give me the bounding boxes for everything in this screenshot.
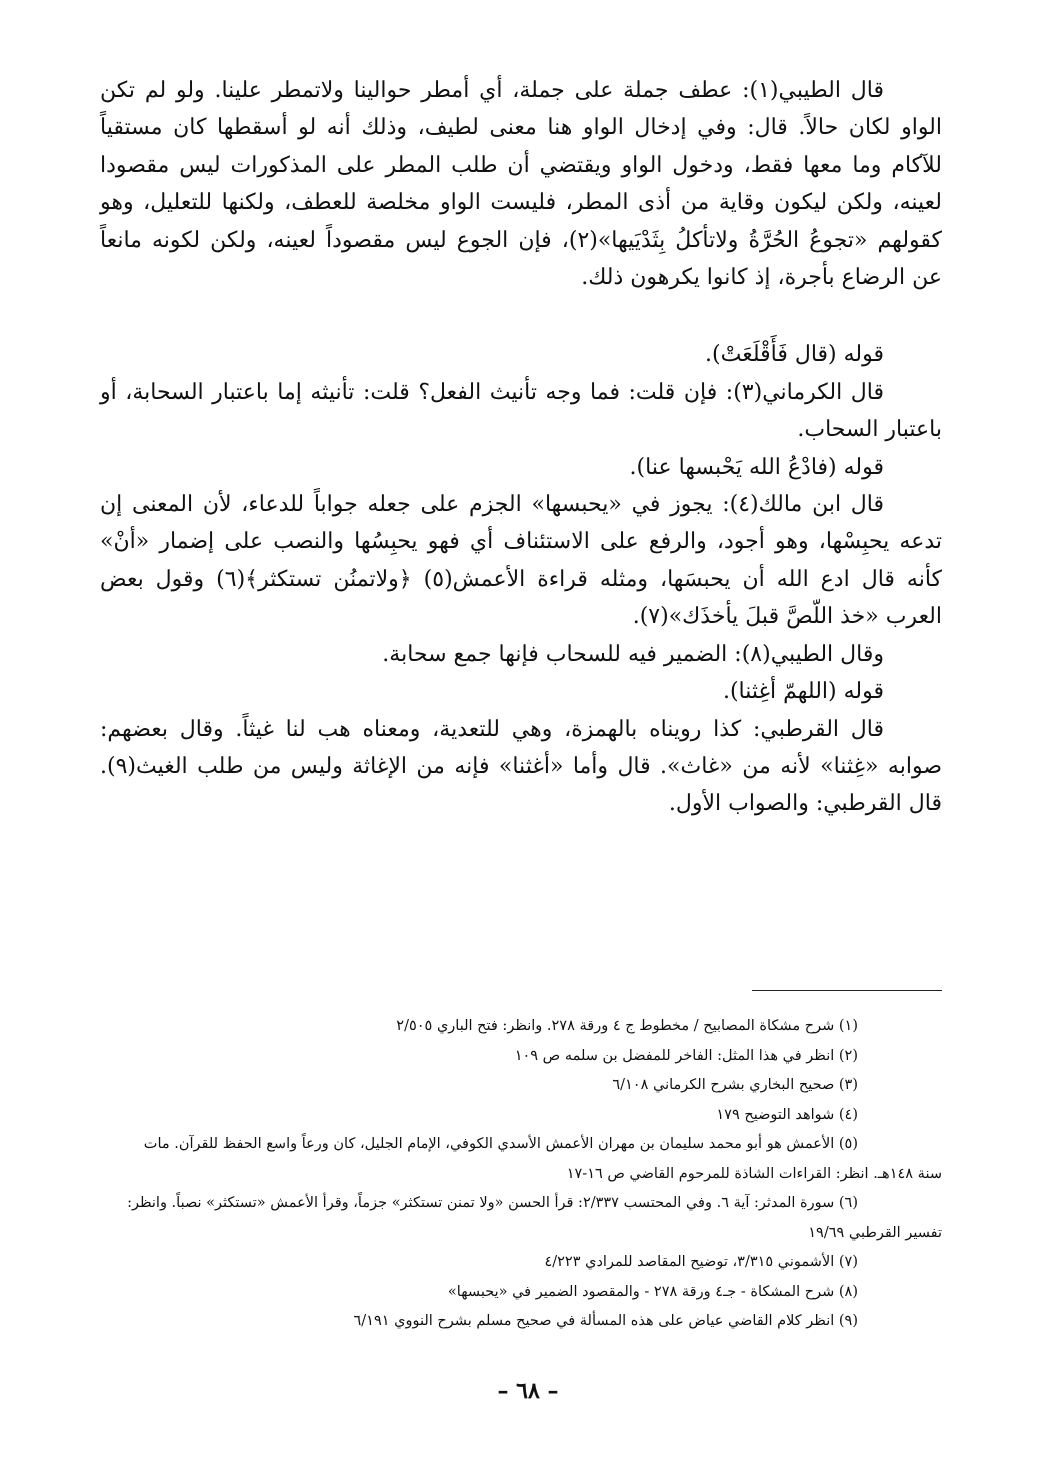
- footnote-5: (٥) الأعمش هو أبو محمد سليمان بن مهران الأعمش الأسدي الكوفي، الإمام الجليل، كان ورعاً واسع الحفظ للقرآن. مات: [143, 1136, 858, 1152]
- paragraph-ibn-malik: قال ابن مالك(٤): يجوز في «يحبسها» الجزم على جعله جواباً للدعاء، لأن المعنى إن تدعه يحبِسْها، وهو أجود، والرفع على الاستئناف أي فهو يحبِسُها والنصب على إضمار «أنْ» كأنه قال ادع الله أن يحبسَها، ومثله قراءة الأعمش(٥) ﴿ولاتمنُن تستكثر﴾(٦) وقول بعض العرب «خذ اللّصَّ قبلَ يأخذَك»(٧).: [100, 492, 943, 630]
- footnote-4: (٤) شواهد التوضيح ١٧٩: [716, 1106, 858, 1123]
- paragraph-gap: [100, 296, 942, 336]
- footnote-5-continued: سنة ١٤٨هـ. انظر: القراءات الشاذة للمرحوم القاضي ص ١٦-١٧: [566, 1165, 942, 1182]
- footnote-separator: [752, 990, 942, 991]
- main-text: [100, 72, 942, 823]
- paragraph-kirmani: قال الكرماني(٣): فإن قلت: فما وجه تأنيث الفعل؟ قلت: تأنيثه إما باعتبار السحابة، أو باعتبار السحاب.: [100, 379, 942, 443]
- footnote-2: (٢) انظر في هذا المثل: الفاخر للمفضل بن سلمه ص ١٠٩: [514, 1047, 858, 1064]
- footnote-6-continued: تفسير القرطبي ١٩/٦٩: [808, 1224, 942, 1241]
- paragraph-qurtubi: قال القرطبي: كذا رويناه بالهمزة، وهي للتعدية، ومعناه هب لنا غيثاً. وقال بعضهم: صوابه «غِثنا» لأنه من «غاث». قال وأما «أغثنا» فإنه من الإغاثة وليس من طلب الغيث(٩). قال القرطبي: والصواب الأول.: [100, 716, 942, 817]
- paragraph-tibi-2: وقال الطيبي(٨): الضمير فيه للسحاب فإنها جمع سحابة.: [382, 641, 884, 667]
- paragraph-qawluhu-aqlaat: قوله (قال فَأَقْلَعَتْ).: [705, 342, 884, 368]
- footnote-9: (٩) انظر كلام القاضي عياض على هذه المسألة في صحيح مسلم بشرح النووي ٦/١٩١: [353, 1313, 858, 1329]
- paragraph-tibi-1: قال الطيبي(١): عطف جملة على جملة، أي أمطر حوالينا ولاتمطر علينا. ولو لم تكن الواو لكان حالاً. قال: وفي إدخال الواو هنا معنى لطيف، وذلك أنه لو أسقطها كان مستقياً للآكام وما معها فقط، ودخول الواو ويقتضي أن طلب المطر على المذكورات ليس مقصودا لعينه، ولكن ليكون وقاية من أذى المطر، فليست الواو مخلصة للعطف، ولكنها للتعليل، وهو كقولهم «تجوعُ الحُرَّةُ ولاتأكلُ بِثَدْيَيها»(٢)، فإن الجوع ليس مقصوداً لعينه، ولكن لكونه مانعاً عن الرضاع بأجرة، إذ كانوا يكرهون ذلك.: [100, 78, 942, 291]
- paragraph-qawluhu-aghithna: قوله (اللهمّ أغِثنا).: [722, 679, 884, 705]
- page-number: – ٦٨ –: [497, 1378, 559, 1404]
- paragraph-qawluhu-fadu: قوله (فادْعُ الله يَحْبسها عنا).: [629, 454, 884, 480]
- footnotes: [100, 1012, 942, 1337]
- footnote-8: (٨) شرح المشكاة - جـ٤ ورقة ٢٧٨ - والمقصود الضمير في «يحبسها»: [447, 1283, 858, 1300]
- footnote-1: (١) شرح مشكاة المصابيح / مخطوط ج ٤ ورقة ٢٧٨. وانظر: فتح الباري ٢/٥٠٥: [396, 1018, 858, 1034]
- footnote-7: (٧) الأشموني ٣/٣١٥، توضيح المقاصد للمرادي ٤/٢٢٣: [544, 1254, 858, 1270]
- footnote-6: (٦) سورة المدثر: آية ٦. وفي المحتسب ٢/٣٣٧: قرأ الحسن «ولا تمنن تستكثر» جزماً، وقرأ الأعمش «تستكثر» نصباً. وانظر:: [127, 1195, 858, 1211]
- footnote-3: (٣) صحيح البخاري بشرح الكرماني ٦/١٠٨: [612, 1077, 858, 1093]
